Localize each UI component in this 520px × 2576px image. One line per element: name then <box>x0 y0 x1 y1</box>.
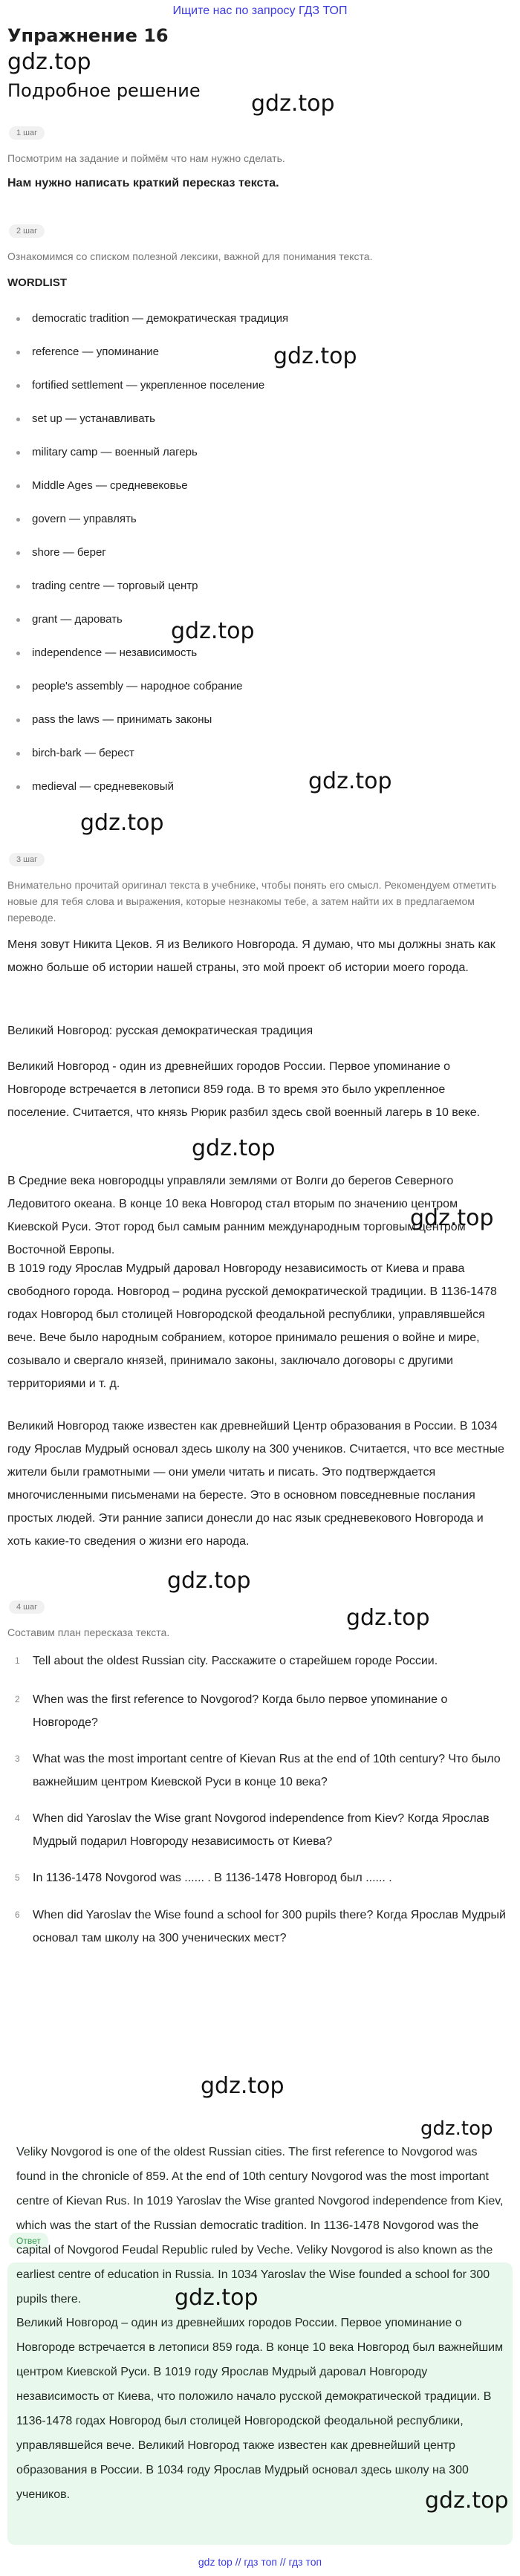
step-note: Посмотрим на задание и поймём что нам нужно сделать. <box>7 152 285 164</box>
plan-item-text: What was the most important centre of Kievan Rus at the end of 10th century? Что было важнейшим центром Киевской Руси в конце 10 века? <box>33 1753 501 1788</box>
watermark: gdz.top <box>425 2488 509 2514</box>
paragraph: В 1019 году Ярослав Мудрый даровал Новгороду независимость от Киева и права свободного города. Новгород – родина русской демократической традиции. В 1136-1478 годах Новгород был столицей Новгородской феодальной республики, управлявшейся вече. Вече было народным собранием, которое принимало решения о войне и мире, созывало и свергало князей, принимало законы, заключало договоры с другими территориями и т. д. <box>7 1262 497 1390</box>
answer-english: Veliky Novgorod is one of the oldest Russian cities. The first reference to Novgorod was found in the chronicle of 859. At the end of 10th century Novgorod was the most important centre of Kievan Rus. In 1019 Yaroslav the Wise granted Novgorod independence from Kiev, which was the start of the Russian democratic tradition. In 1136-1478 Novgorod was the capital of Novgorod Feudal Republic ruled by Veche. Veliky Novgorod is also known as the earliest centre of education in Russia. In 1034 Yaroslav the Wise founded a school for 300 pupils there. <box>16 2146 504 2306</box>
wordlist-item: set up — устанавливать <box>16 412 155 425</box>
bullet-icon <box>16 351 20 354</box>
plan-item-text: When was the first reference to Novgorod? Когда было первое упоминание о Новгороде? <box>33 1693 448 1729</box>
footer-links <box>0 2556 520 2568</box>
page-subtitle: Подробное решение <box>7 80 201 101</box>
wordlist-item: trading centre — торговый центр <box>16 580 198 592</box>
plan-item <box>15 1904 509 1950</box>
bullet-icon <box>16 518 20 522</box>
wordlist-item: reference — упоминание <box>16 345 159 358</box>
watermark: gdz.top <box>167 1568 251 1594</box>
watermark: gdz.top <box>192 1135 276 1161</box>
plan-item-text: When did Yaroslav the Wise found a school for 300 pupils there? Когда Ярослав Мудрый основал там школу на 300 ученических мест? <box>33 1909 506 1944</box>
paragraph: Меня зовут Никита Цеков. Я из Великого Новгорода. Я думаю, что мы должны знать как можно больше об истории нашей страны, это мой проект об истории моего города. <box>7 938 495 974</box>
watermark: gdz.top <box>308 768 392 794</box>
bullet-icon <box>16 317 20 321</box>
wordlist-heading: WORDLIST <box>7 276 67 289</box>
plan-item-number: 3 <box>15 1753 20 1764</box>
step-badge: 4 шаг <box>9 1600 45 1614</box>
step-task: Нам нужно написать краткий пересказ текста. <box>7 177 279 189</box>
wordlist-item: shore — берег <box>16 546 106 559</box>
plan-item <box>15 1688 509 1734</box>
watermark: gdz.top <box>80 810 164 836</box>
watermark: gdz.top <box>201 2073 285 2099</box>
plan-item-number: 5 <box>15 1872 20 1883</box>
wordlist-item: democratic tradition — демократическая традиция <box>16 312 288 325</box>
footer-link[interactable]: гдз топ <box>288 2556 322 2568</box>
search-hint-link[interactable]: Ищите нас по запросу ГДЗ ТОП <box>172 4 348 17</box>
plan-item-number: 4 <box>15 1813 20 1823</box>
paragraph: Великий Новгород также известен как древнейший Центр образования в России. В 1034 году Ярослав Мудрый основал здесь школу на 300 учеников. Считается, что все местные жители были грамотными — они умели читать и писать. Это подтверждается многочисленными письменами на бересте. Это в основном повседневные послания простых людей. Эти ранние записи донесли до нас язык средневекового Новгорода и хоть какие-то сведения о жизни его народа. <box>7 1420 504 1548</box>
watermark: gdz.top <box>251 91 335 117</box>
plan-item-text: When did Yaroslav the Wise grant Novgorod independence from Kiev? Когда Ярослав Мудрый подарил Новгороду независимость от Киева? <box>33 1812 490 1848</box>
footer-link[interactable]: gdz top <box>198 2556 233 2568</box>
step-note: Внимательно прочитай оригинал текста в учебнике, чтобы понять его смысл. Рекомендуем отметить новые для тебя слова и выражения, которые незнакомы тебе, а затем найти их в предлагаемом переводе. <box>7 879 497 924</box>
wordlist-item: fortified settlement — укрепленное поселение <box>16 379 264 392</box>
plan-item <box>15 1649 509 1673</box>
footer-separator: // <box>235 2556 241 2568</box>
step-note: Составим план пересказа текста. <box>7 1626 170 1638</box>
bullet-icon <box>16 585 20 588</box>
plan-item <box>15 1748 509 1794</box>
wordlist-item: pass the laws — принимать законы <box>16 713 212 726</box>
bullet-icon <box>16 785 20 789</box>
bullet-icon <box>16 718 20 722</box>
bullet-icon <box>16 685 20 689</box>
wordlist-item: Middle Ages — средневековье <box>16 479 188 492</box>
wordlist-item: people's assembly — народное собрание <box>16 680 242 692</box>
wordlist-item: govern — управлять <box>16 513 137 525</box>
step-badge: 1 шаг <box>9 126 45 140</box>
watermark: gdz.top <box>171 618 255 644</box>
plan-item-number: 6 <box>15 1910 20 1920</box>
plan-item <box>15 1807 509 1853</box>
page-title: Упражнение 16 <box>7 25 169 46</box>
bullet-icon <box>16 618 20 622</box>
paragraph: Великий Новгород - один из древнейших городов России. Первое упоминание о Новгороде встречается в летописи 859 года. В то время это было укрепленное поселение. Считается, что князь Рюрик разбил здесь свой военный лагерь в 10 веке. <box>7 1060 481 1119</box>
watermark: gdz.top <box>420 2118 493 2140</box>
watermark: gdz.top <box>273 343 357 369</box>
bullet-icon <box>16 752 20 756</box>
watermark: gdz.top <box>175 2285 259 2311</box>
paragraph: Великий Новгород: русская демократическая традиция <box>7 1025 313 1037</box>
footer-link[interactable]: гдз топ <box>244 2556 277 2568</box>
bullet-icon <box>16 451 20 455</box>
answer-russian: Великий Новгород – один из древнейших городов России. Первое упоминание о Новгороде встречается в летописи 859 года. В конце 10 века Новгород был важнейшим центром Киевской Руси. В 1019 году Ярослав Мудрый даровал Новгороду независимость от Киева, что положило начало русской демократической традиции. В 1136-1478 годах Новгород был столицей Новгородской феодальной республики, управлявшейся вече. Великий Новгород также известен как древнейший центр образования в России. В 1034 году Ярослав Мудрый основал здесь школу на 300 учеников. <box>16 2317 504 2501</box>
step-badge: 3 шаг <box>9 853 45 866</box>
plan-item <box>15 1866 509 1889</box>
wordlist-item: independence — независимость <box>16 646 197 659</box>
wordlist-item: birch-bark — берест <box>16 747 134 759</box>
step-note: Ознакомимся со списком полезной лексики, важной для понимания текста. <box>7 250 373 262</box>
wordlist-item: grant — даровать <box>16 613 123 626</box>
bullet-icon <box>16 418 20 421</box>
bullet-icon <box>16 652 20 655</box>
bullet-icon <box>16 484 20 488</box>
plan-item-text: Tell about the oldest Russian city. Расскажите о старейшем городе России. <box>33 1655 438 1667</box>
plan-item-number: 1 <box>15 1655 20 1666</box>
bullet-icon <box>16 384 20 388</box>
wordlist-item: medieval — средневековый <box>16 780 174 793</box>
wordlist-item: military camp — военный лагерь <box>16 446 198 458</box>
watermark: gdz.top <box>7 49 91 75</box>
paragraph: В Средние века новгородцы управляли землями от Волги до берегов Северного Ледовитого океана. В конце 10 века Новгород стал вторым по значению центром Киевской Руси. Этот город был самым ранним международным торговым центром Восточной Европы. <box>7 1175 466 1256</box>
bullet-icon <box>16 551 20 555</box>
watermark: gdz.top <box>346 1605 430 1631</box>
footer-separator: // <box>279 2556 286 2568</box>
answer-badge: Ответ <box>9 2233 48 2249</box>
watermark: gdz.top <box>410 1205 494 1231</box>
plan-item-number: 2 <box>15 1694 20 1704</box>
plan-item-text: In 1136-1478 Novgorod was ...... . В 1136-1478 Новгород был ...... . <box>33 1872 392 1884</box>
step-badge: 2 шаг <box>9 224 45 238</box>
